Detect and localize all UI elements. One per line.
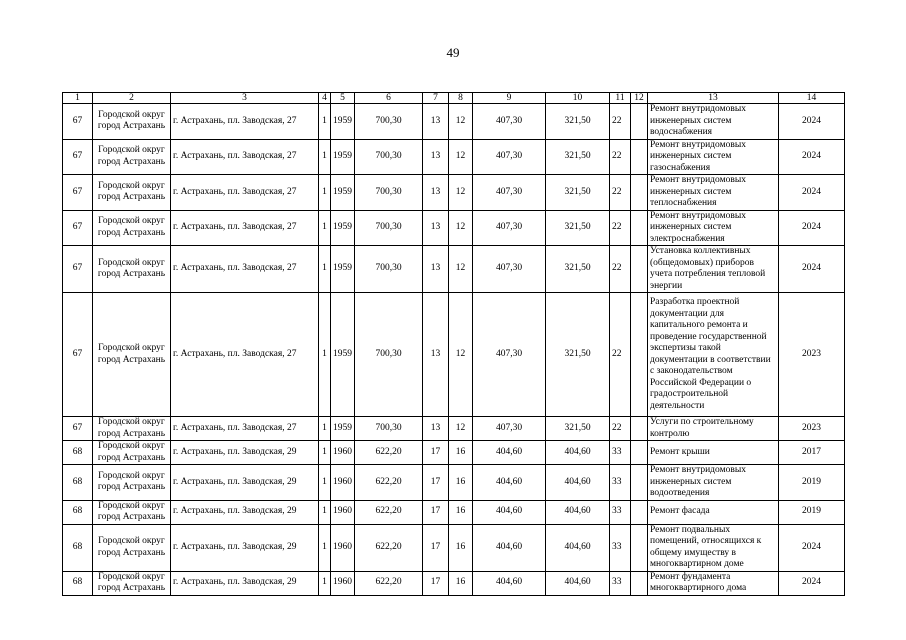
- work-type-cell: Ремонт фасада: [648, 500, 779, 524]
- col11-cell: 22: [610, 417, 631, 441]
- col9-cell: 404,60: [473, 571, 546, 595]
- plan-year-cell: 2024: [779, 246, 845, 293]
- work-type-cell: Ремонт внутридомовых инженерных систем водоснабжения: [648, 104, 779, 140]
- col7-cell: 17: [423, 465, 449, 501]
- col12-cell: [631, 139, 648, 175]
- table-row: [63, 417, 845, 441]
- col4-cell: 1: [319, 104, 331, 140]
- column-number: 11: [610, 93, 631, 104]
- col7-cell: 17: [423, 500, 449, 524]
- year-cell: 1959: [331, 417, 355, 441]
- column-number: 4: [319, 93, 331, 104]
- work-type-cell: Ремонт крыши: [648, 441, 779, 465]
- col10-cell: 321,50: [546, 104, 610, 140]
- year-cell: 1960: [331, 571, 355, 595]
- col7-cell: 13: [423, 246, 449, 293]
- col8-cell: 16: [449, 524, 473, 571]
- address-cell: г. Астрахань, пл. Заводская, 29: [171, 500, 319, 524]
- table-row: [63, 571, 845, 595]
- row-number: 68: [63, 465, 93, 501]
- year-cell: 1960: [331, 441, 355, 465]
- column-number: 6: [355, 93, 423, 104]
- col8-cell: 12: [449, 104, 473, 140]
- column-number: 7: [423, 93, 449, 104]
- column-number: 3: [171, 93, 319, 104]
- col6-cell: 700,30: [355, 417, 423, 441]
- col7-cell: 13: [423, 417, 449, 441]
- col9-cell: 407,30: [473, 417, 546, 441]
- col6-cell: 622,20: [355, 524, 423, 571]
- plan-year-cell: 2023: [779, 417, 845, 441]
- col12-cell: [631, 104, 648, 140]
- plan-year-cell: 2024: [779, 210, 845, 246]
- column-number: 12: [631, 93, 648, 104]
- col8-cell: 16: [449, 571, 473, 595]
- col6-cell: 622,20: [355, 465, 423, 501]
- address-cell: г. Астрахань, пл. Заводская, 27: [171, 210, 319, 246]
- col10-cell: 404,60: [546, 465, 610, 501]
- plan-year-cell: 2024: [779, 104, 845, 140]
- col4-cell: 1: [319, 246, 331, 293]
- col11-cell: 22: [610, 210, 631, 246]
- col4-cell: 1: [319, 571, 331, 595]
- year-cell: 1959: [331, 175, 355, 211]
- address-cell: г. Астрахань, пл. Заводская, 27: [171, 104, 319, 140]
- column-number: 2: [93, 93, 171, 104]
- row-number: 68: [63, 524, 93, 571]
- column-number: 5: [331, 93, 355, 104]
- col7-cell: 13: [423, 104, 449, 140]
- col12-cell: [631, 293, 648, 417]
- col6-cell: 622,20: [355, 500, 423, 524]
- plan-year-cell: 2024: [779, 139, 845, 175]
- table-row: [63, 441, 845, 465]
- col8-cell: 16: [449, 500, 473, 524]
- col4-cell: 1: [319, 139, 331, 175]
- col10-cell: 321,50: [546, 175, 610, 211]
- col7-cell: 13: [423, 293, 449, 417]
- column-number-row: [63, 93, 845, 104]
- row-number: 67: [63, 175, 93, 211]
- col8-cell: 12: [449, 210, 473, 246]
- col12-cell: [631, 246, 648, 293]
- col6-cell: 700,30: [355, 139, 423, 175]
- row-number: 67: [63, 417, 93, 441]
- address-cell: г. Астрахань, пл. Заводская, 27: [171, 246, 319, 293]
- municipality-cell: Городской округ город Астрахань: [93, 139, 171, 175]
- col8-cell: 12: [449, 139, 473, 175]
- row-number: 67: [63, 293, 93, 417]
- col9-cell: 407,30: [473, 293, 546, 417]
- col6-cell: 700,30: [355, 175, 423, 211]
- work-type-cell: Ремонт фундамента многоквартирного дома: [648, 571, 779, 595]
- work-type-cell: Ремонт внутридомовых инженерных систем электроснабжения: [648, 210, 779, 246]
- col10-cell: 321,50: [546, 293, 610, 417]
- col4-cell: 1: [319, 500, 331, 524]
- row-number: 67: [63, 246, 93, 293]
- row-number: 67: [63, 104, 93, 140]
- col7-cell: 17: [423, 441, 449, 465]
- row-number: 68: [63, 571, 93, 595]
- col7-cell: 13: [423, 175, 449, 211]
- address-cell: г. Астрахань, пл. Заводская, 29: [171, 441, 319, 465]
- row-number: 67: [63, 210, 93, 246]
- col6-cell: 700,30: [355, 293, 423, 417]
- col10-cell: 321,50: [546, 210, 610, 246]
- work-type-cell: Ремонт подвальных помещений, относящихся к общему имуществу в многоквартирном доме: [648, 524, 779, 571]
- table-row: [63, 210, 845, 246]
- col9-cell: 407,30: [473, 104, 546, 140]
- table-row: [63, 175, 845, 211]
- year-cell: 1960: [331, 524, 355, 571]
- col12-cell: [631, 524, 648, 571]
- plan-year-cell: 2019: [779, 500, 845, 524]
- work-type-cell: Ремонт внутридомовых инженерных систем газоснабжения: [648, 139, 779, 175]
- col8-cell: 12: [449, 246, 473, 293]
- work-type-cell: Услуги по строительному контролю: [648, 417, 779, 441]
- municipality-cell: Городской округ город Астрахань: [93, 524, 171, 571]
- year-cell: 1959: [331, 293, 355, 417]
- municipality-cell: Городской округ город Астрахань: [93, 175, 171, 211]
- municipality-cell: Городской округ город Астрахань: [93, 210, 171, 246]
- column-number: 1: [63, 93, 93, 104]
- col6-cell: 700,30: [355, 210, 423, 246]
- col6-cell: 700,30: [355, 104, 423, 140]
- municipality-cell: Городской округ город Астрахань: [93, 293, 171, 417]
- page-number: 49: [446, 45, 460, 60]
- table-row: [63, 524, 845, 571]
- plan-year-cell: 2017: [779, 441, 845, 465]
- plan-year-cell: 2023: [779, 293, 845, 417]
- col10-cell: 404,60: [546, 441, 610, 465]
- capital-repair-table: [62, 92, 845, 596]
- col9-cell: 404,60: [473, 500, 546, 524]
- col11-cell: 33: [610, 500, 631, 524]
- address-cell: г. Астрахань, пл. Заводская, 29: [171, 571, 319, 595]
- col10-cell: 321,50: [546, 417, 610, 441]
- table-row: [63, 104, 845, 140]
- work-type-cell: Ремонт внутридомовых инженерных систем водоотведения: [648, 465, 779, 501]
- col12-cell: [631, 210, 648, 246]
- col4-cell: 1: [319, 210, 331, 246]
- col9-cell: 404,60: [473, 441, 546, 465]
- table-row: [63, 465, 845, 501]
- col7-cell: 13: [423, 210, 449, 246]
- col11-cell: 33: [610, 571, 631, 595]
- column-number: 13: [648, 93, 779, 104]
- col10-cell: 321,50: [546, 139, 610, 175]
- address-cell: г. Астрахань, пл. Заводская, 29: [171, 524, 319, 571]
- col12-cell: [631, 417, 648, 441]
- col7-cell: 17: [423, 571, 449, 595]
- col10-cell: 321,50: [546, 246, 610, 293]
- plan-year-cell: 2024: [779, 175, 845, 211]
- work-type-cell: Установка коллективных (общедомовых) приборов учета потребления тепловой энергии: [648, 246, 779, 293]
- col4-cell: 1: [319, 175, 331, 211]
- col6-cell: 622,20: [355, 571, 423, 595]
- col8-cell: 16: [449, 441, 473, 465]
- col9-cell: 404,60: [473, 465, 546, 501]
- row-number: 68: [63, 441, 93, 465]
- col6-cell: 622,20: [355, 441, 423, 465]
- col4-cell: 1: [319, 417, 331, 441]
- col9-cell: 407,30: [473, 246, 546, 293]
- col4-cell: 1: [319, 465, 331, 501]
- municipality-cell: Городской округ город Астрахань: [93, 465, 171, 501]
- year-cell: 1959: [331, 139, 355, 175]
- plan-year-cell: 2024: [779, 571, 845, 595]
- year-cell: 1959: [331, 104, 355, 140]
- address-cell: г. Астрахань, пл. Заводская, 27: [171, 175, 319, 211]
- column-number: 14: [779, 93, 845, 104]
- work-type-cell: Разработка проектной документации для капитального ремонта и проведение государственной экспертизы такой документации в соответствии с законодательством Российской Федерации о градостроительной деятельности: [648, 293, 779, 417]
- col11-cell: 33: [610, 441, 631, 465]
- address-cell: г. Астрахань, пл. Заводская, 27: [171, 139, 319, 175]
- address-cell: г. Астрахань, пл. Заводская, 27: [171, 417, 319, 441]
- col8-cell: 12: [449, 417, 473, 441]
- table-row: [63, 500, 845, 524]
- column-number: 9: [473, 93, 546, 104]
- address-cell: г. Астрахань, пл. Заводская, 27: [171, 293, 319, 417]
- col9-cell: 407,30: [473, 175, 546, 211]
- col11-cell: 22: [610, 293, 631, 417]
- col8-cell: 12: [449, 293, 473, 417]
- col12-cell: [631, 441, 648, 465]
- table-row: [63, 139, 845, 175]
- address-cell: г. Астрахань, пл. Заводская, 29: [171, 465, 319, 501]
- year-cell: 1959: [331, 246, 355, 293]
- col12-cell: [631, 465, 648, 501]
- col8-cell: 12: [449, 175, 473, 211]
- column-number: 10: [546, 93, 610, 104]
- municipality-cell: Городской округ город Астрахань: [93, 441, 171, 465]
- municipality-cell: Городской округ город Астрахань: [93, 246, 171, 293]
- col10-cell: 404,60: [546, 524, 610, 571]
- row-number: 68: [63, 500, 93, 524]
- col11-cell: 22: [610, 246, 631, 293]
- col8-cell: 16: [449, 465, 473, 501]
- col11-cell: 22: [610, 104, 631, 140]
- col11-cell: 33: [610, 524, 631, 571]
- municipality-cell: Городской округ город Астрахань: [93, 500, 171, 524]
- year-cell: 1959: [331, 210, 355, 246]
- col11-cell: 33: [610, 465, 631, 501]
- col6-cell: 700,30: [355, 246, 423, 293]
- col12-cell: [631, 500, 648, 524]
- year-cell: 1960: [331, 465, 355, 501]
- row-number: 67: [63, 139, 93, 175]
- plan-year-cell: 2024: [779, 524, 845, 571]
- col11-cell: 22: [610, 139, 631, 175]
- column-number: 8: [449, 93, 473, 104]
- col9-cell: 407,30: [473, 139, 546, 175]
- col7-cell: 17: [423, 524, 449, 571]
- work-type-cell: Ремонт внутридомовых инженерных систем теплоснабжения: [648, 175, 779, 211]
- col4-cell: 1: [319, 524, 331, 571]
- col11-cell: 22: [610, 175, 631, 211]
- col10-cell: 404,60: [546, 500, 610, 524]
- municipality-cell: Городской округ город Астрахань: [93, 417, 171, 441]
- col4-cell: 1: [319, 441, 331, 465]
- table-row: [63, 246, 845, 293]
- col12-cell: [631, 175, 648, 211]
- municipality-cell: Городской округ город Астрахань: [93, 104, 171, 140]
- col7-cell: 13: [423, 139, 449, 175]
- col9-cell: 407,30: [473, 210, 546, 246]
- municipality-cell: Городской округ город Астрахань: [93, 571, 171, 595]
- table-row: [63, 293, 845, 417]
- col10-cell: 404,60: [546, 571, 610, 595]
- year-cell: 1960: [331, 500, 355, 524]
- col9-cell: 404,60: [473, 524, 546, 571]
- plan-year-cell: 2019: [779, 465, 845, 501]
- col4-cell: 1: [319, 293, 331, 417]
- col12-cell: [631, 571, 648, 595]
